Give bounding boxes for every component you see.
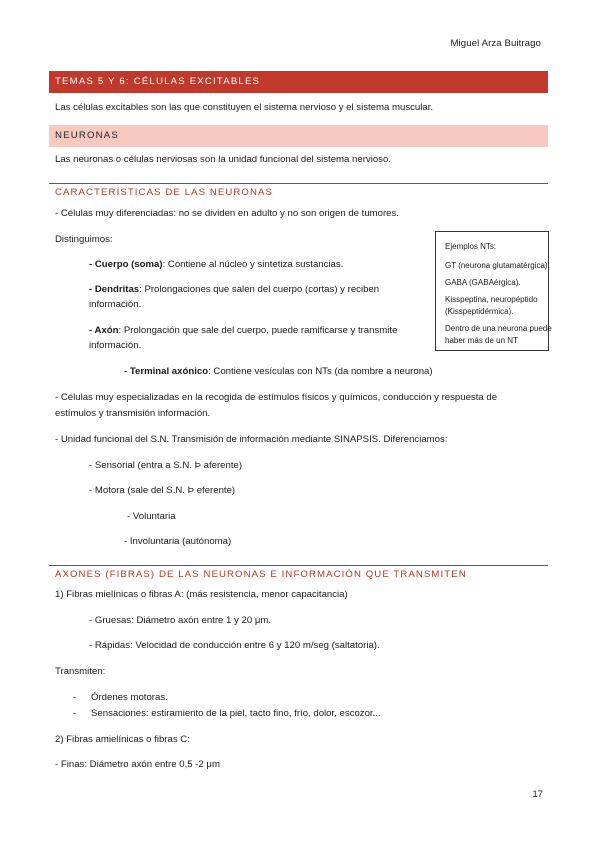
axon-text-cont: información. [89,340,142,351]
paragraph: - Células muy especializadas en la recogida de estímulos físicos y químicos, conducción y respuesta de [55,392,498,403]
cuerpo-text: : Contiene al núcleo y sintetiza sustancias. [162,259,344,270]
axon-text: : Prolongación que sale del cuerpo, puede ramificarse y transmite [118,325,398,336]
rapidas-item: - Rápidas: Velocidad de conducción entre 6 y 120 m/seg (saltatoria). [89,640,380,651]
box-line: GT (neurona glutamatérgica). [445,261,550,270]
bullet-item: Sensaciones: estiramiento de la piel, tacto fino, frío, dolor, escozor... [91,708,381,719]
box-line: Dentro de una neurona puede [445,324,552,333]
box-line: GABA (GABAérgica). [445,278,521,287]
box-title: Ejemplos NTs: [445,242,497,251]
dendritas-label: - Dendritas [89,284,140,295]
bullet-dash: - [73,708,77,719]
neuronas-intro: Las neuronas o células nerviosas son la unidad funcional del sistema nervioso. [55,154,391,165]
page-number: 17 [532,789,543,800]
neuronas-bar-text: NEURONAS [55,130,119,141]
neuronas-bar [49,125,548,147]
paragraph-cont: estímulos y transmisión información. [55,408,211,419]
cuerpo-label: - Cuerpo (soma) [89,259,163,270]
terminal-text: : Contiene vesículas con NTs (da nombre a neurona) [208,366,433,377]
dendritas-text: : Prolongaciones que salen del cuerpo (cortas) y reciben [139,284,380,295]
dendritas-item [89,284,379,296]
terminal-label: - Terminal axónico [124,366,209,377]
dendritas-text-cont: información. [89,299,142,310]
list-item: 2) Fibras amielínicas o fibras C: [55,734,190,745]
gruesas-item: - Gruesas: Diámetro axón entre 1 y 20 μm. [89,615,272,626]
title-bar [49,71,548,93]
terminal-item [124,366,433,378]
paragraph: - Células muy diferenciadas: no se dividen en adulto y no son origen de tumores. [55,208,399,219]
section2-heading: AXONES (FIBRAS) DE LAS NEURONAS E INFORMACIÓN QUE TRANSMITEN [55,569,467,580]
axon-label: - Axón [89,325,119,336]
paragraph: - Unidad funcional del S.N. Transmisión de información mediante SINAPSIS. Diferenciamos: [55,434,448,445]
finas-item: - Finas: Diámetro axón entre 0,5 -2 μm [55,759,220,770]
bullet-item: Órdenes motoras. [91,692,168,703]
distinguimos-label: Distinguimos: [55,234,113,245]
sensorial-item: - Sensorial (entra a S.N. Þ aferente) [89,460,243,471]
box-line: (Kisspeptidérmica). [445,307,514,316]
section-rule [49,565,548,566]
title-bar-text: TEMAS 5 Y 6: CÉLULAS EXCITABLES [55,76,261,87]
motora-item: - Motora (sale del S.N. Þ eferente) [89,485,236,496]
transmiten-label: Transmiten: [55,666,106,677]
section1-heading: CARACTERÍSTICAS DE LAS NEURONAS [55,187,274,198]
list-item: 1) Fibras mielínicas o fibras A: (más resistencia, menor capacitancia) [55,589,348,600]
bullet-dash: - [73,692,77,703]
section-rule [49,183,548,184]
box-line: haber más de un NT [445,336,518,345]
author-name: Miguel Arza Buitrago [450,38,541,49]
cuerpo-item [89,259,343,271]
examples-box [435,231,552,351]
axon-item [89,325,397,337]
box-line: Kisspeptina, neuropéptido [445,295,538,304]
intro-text: Las células excitables son las que constituyen el sistema nervioso y el sistema muscular. [55,102,434,113]
involuntaria-item: - Involuntaria (autónoma) [124,536,232,547]
voluntaria-item: - Voluntaria [127,511,176,522]
